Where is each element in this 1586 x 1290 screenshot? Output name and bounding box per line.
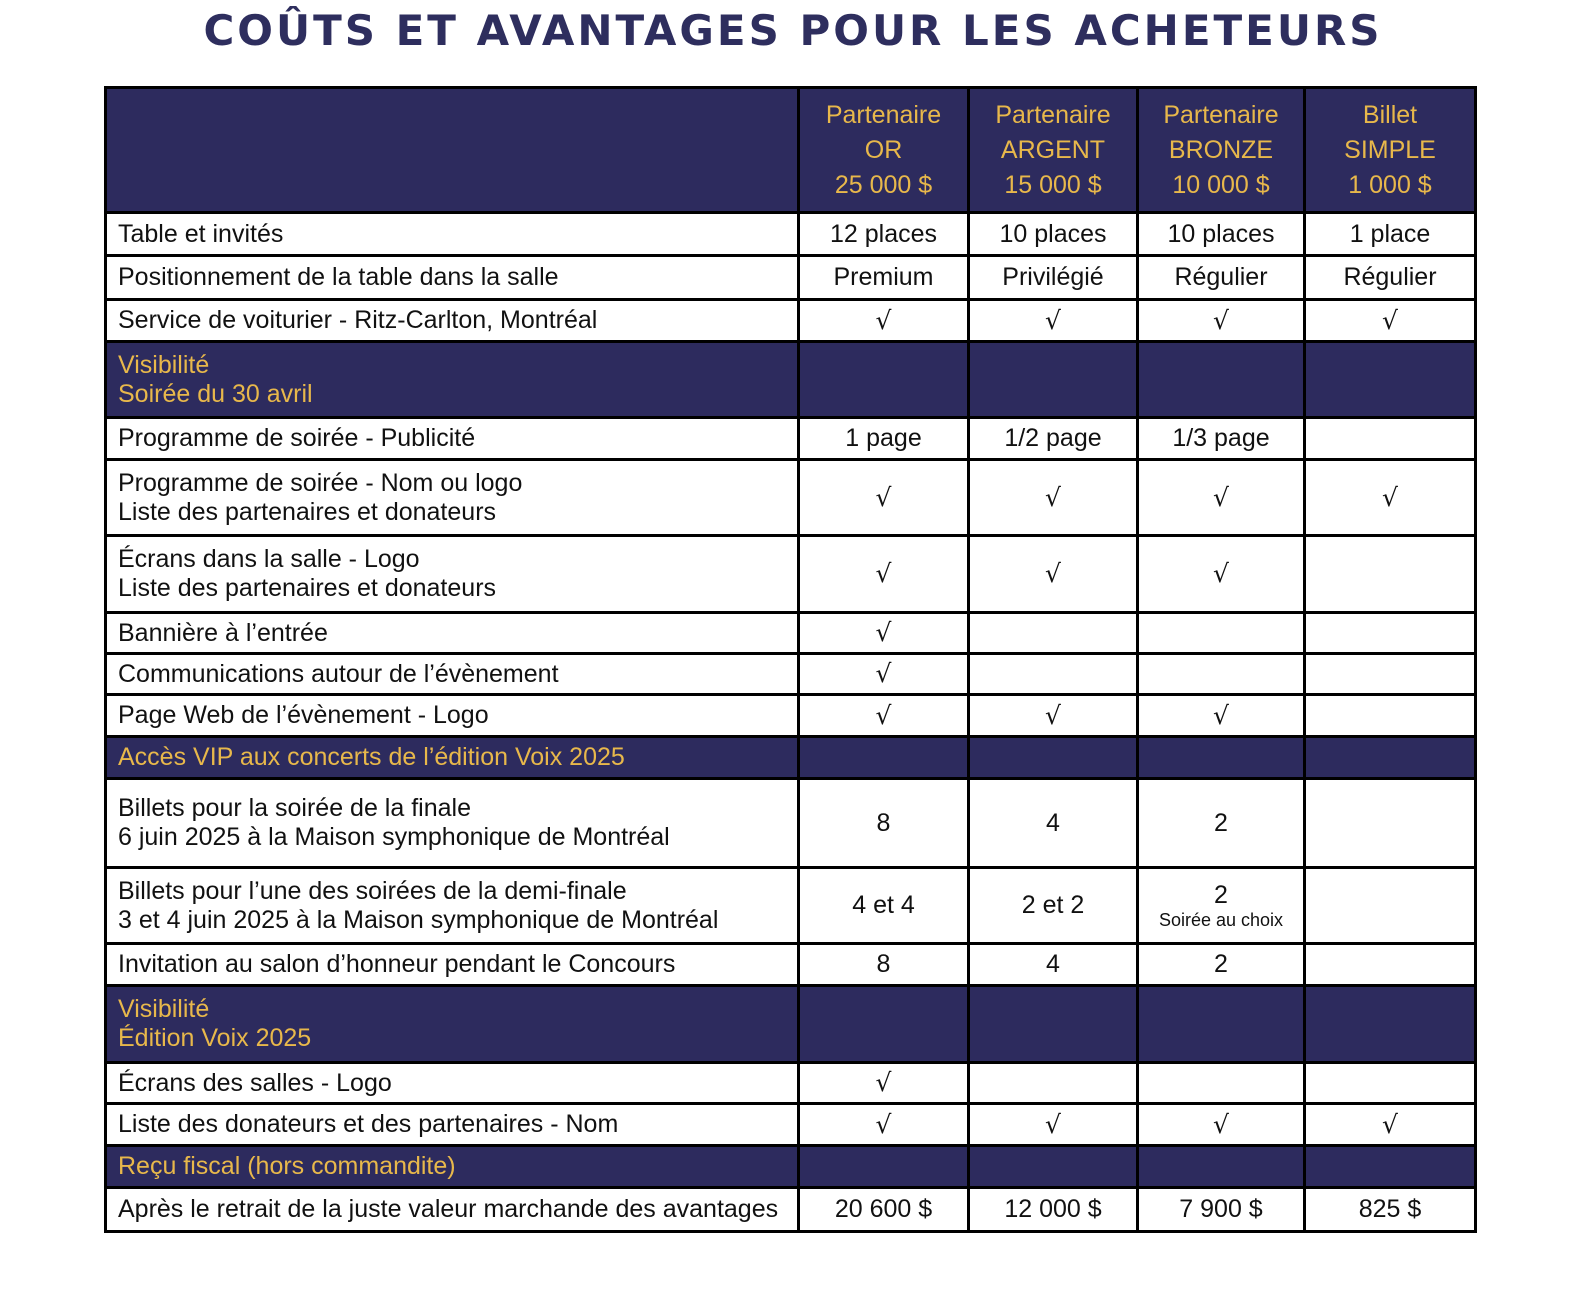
check-icon: √ [875,1068,892,1097]
check-icon: √ [1382,1109,1398,1139]
value-cell [799,868,969,944]
row-label [106,1188,799,1232]
page-title: COÛTS ET AVANTAGES POUR LES ACHETEURS [203,6,1383,55]
section-empty-cell [969,342,1138,418]
table-row [106,695,1476,737]
value-text: Régulier [1174,263,1268,291]
section-empty-cell [1305,986,1476,1063]
check-icon: √ [875,482,892,512]
header-price: 1 000 $ [1348,170,1432,199]
value-cell [1305,1063,1476,1104]
value-cell [1305,695,1476,737]
value-cell [799,613,969,654]
label-line: Positionnement de la table dans la salle [118,263,559,291]
value-cell [969,944,1138,986]
header-line: ARGENT [1000,135,1106,164]
header-line: Billet [1362,100,1418,129]
section-empty-cell [1305,342,1476,418]
header-line: Partenaire [1163,100,1279,129]
value-text: 7 900 $ [1179,1195,1263,1223]
value-text: 4 [1046,950,1060,978]
table-row [106,613,1476,654]
value-cell [799,779,969,868]
label-line: Liste des partenaires et donateurs [118,497,497,526]
value-text: 1 place [1349,219,1431,248]
header-line: BRONZE [1168,135,1274,164]
value-cell [1138,536,1305,613]
header-price: 25 000 $ [834,170,933,199]
value-text: 10 places [1167,219,1275,248]
check-icon: √ [1213,1109,1229,1139]
value-cell [1138,418,1305,460]
label-line: Billets pour la soirée de la finale [118,794,471,822]
header-price: 15 000 $ [1004,170,1102,199]
row-label [106,944,799,986]
label-line: 6 juin 2025 à la Maison symphonique de Montréal [118,823,670,851]
check-icon: √ [1213,305,1229,335]
label-line: Liste des donateurs et des partenaires - Nom [118,1110,619,1138]
row-label [106,300,799,342]
value-text: 4 et 4 [852,891,915,919]
value-text: 8 [876,808,891,837]
check-icon: √ [1382,305,1398,335]
check-icon: √ [875,559,892,588]
value-cell [799,1104,969,1146]
label-line: Édition Voix 2025 [118,1024,312,1052]
value-text: Régulier [1343,263,1437,291]
check-icon: √ [1213,700,1229,730]
value-cell [969,460,1138,536]
value-cell [1138,779,1305,868]
section-empty-cell [799,986,969,1063]
section-empty-cell [1138,1146,1305,1188]
check-icon: √ [1213,482,1229,512]
section-empty-cell [799,342,969,418]
value-cell [1138,1104,1305,1146]
value-cell [1138,300,1305,342]
check-icon: √ [1045,700,1061,730]
table-row [106,1063,1476,1104]
value-cell [1138,1188,1305,1232]
value-cell [969,779,1138,868]
label-line: Communications autour de l’évènement [118,659,559,688]
header-line: Partenaire [825,100,942,129]
value-cell [969,654,1138,695]
header-line: Partenaire [995,100,1111,129]
value-cell [969,300,1138,342]
section-empty-cell [969,1146,1138,1188]
value-text: 1/2 page [1004,424,1102,452]
label-line: Service de voiturier - Ritz-Carlton, Montréal [118,306,598,334]
header-cell-bronze [1138,88,1305,213]
section-empty-cell [969,737,1138,779]
value-cell [799,1188,969,1232]
header-line: OR [864,135,903,164]
header-price: 10 000 $ [1172,170,1270,199]
value-cell [799,418,969,460]
value-cell [1138,1063,1305,1104]
table-row [106,213,1476,256]
table-row [106,1188,1476,1232]
row-label [106,1104,799,1146]
check-icon: √ [875,618,892,647]
row-label [106,613,799,654]
label-line: Invitation au salon d’honneur pendant le Concours [118,950,676,978]
label-line: 3 et 4 juin 2025 à la Maison symphonique de Montréal [118,905,719,934]
row-label [106,1063,799,1104]
value-cell [969,536,1138,613]
check-icon: √ [1045,559,1061,588]
section-header-row [106,1146,1476,1188]
row-label [106,418,799,460]
row-label [106,695,799,737]
value-text: Privilégié [1002,263,1104,291]
value-cell [1138,613,1305,654]
label-line: Accès VIP aux concerts de l’édition Voix 2025 [118,743,625,771]
value-cell [1305,654,1476,695]
value-cell [799,256,969,300]
value-cell [1138,695,1305,737]
row-label [106,256,799,300]
label-line: Visibilité [118,350,210,379]
row-label [106,213,799,256]
value-text: 1/3 page [1172,424,1270,452]
value-cell [799,300,969,342]
value-text: 4 [1046,808,1060,837]
value-cell [969,1063,1138,1104]
value-text: 2 [1214,881,1228,909]
value-cell [969,418,1138,460]
table-row [106,536,1476,613]
check-icon: √ [1045,1109,1061,1139]
value-cell [969,213,1138,256]
section-header-row [106,737,1476,779]
value-cell [799,944,969,986]
value-cell [799,536,969,613]
value-cell [799,654,969,695]
table-row [106,944,1476,986]
label-line: Page Web de l’évènement - Logo [118,701,489,729]
value-cell [1305,944,1476,986]
section-empty-cell [1305,1146,1476,1188]
check-icon: √ [875,305,892,335]
header-empty-cell [106,88,799,213]
section-header-row [106,986,1476,1063]
value-text: 1 page [845,424,922,452]
check-icon: √ [875,1109,892,1139]
value-text: 20 600 $ [834,1195,933,1223]
row-label [106,868,799,944]
header-cell-simple [1305,88,1476,213]
value-cell [1138,654,1305,695]
section-empty-cell [799,1146,969,1188]
label-line: Soirée du 30 avril [118,379,313,408]
value-cell [1138,256,1305,300]
label-line: Programme de soirée - Nom ou logo [118,468,523,497]
label-line: Table et invités [118,219,284,248]
value-cell [969,1188,1138,1232]
value-cell [1138,944,1305,986]
row-label [106,779,799,868]
check-icon: √ [1045,305,1061,335]
section-empty-cell [1138,342,1305,418]
value-cell [1305,213,1476,256]
value-cell [1305,1104,1476,1146]
row-label [106,654,799,695]
check-icon: √ [875,700,892,730]
section-header-row [106,342,1476,418]
section-title [106,342,799,418]
value-cell [969,256,1138,300]
value-cell [1138,213,1305,256]
value-text: 12 places [829,219,938,248]
value-text: Premium [833,263,934,291]
value-cell [1305,418,1476,460]
label-line: Programme de soirée - Publicité [118,424,476,452]
table-row [106,460,1476,536]
label-line: Liste des partenaires et donateurs [118,574,497,602]
value-text: 2 [1214,808,1228,837]
table-row [106,300,1476,342]
value-cell [1305,1188,1476,1232]
label-line: Bannière à l’entrée [118,618,328,647]
check-icon: √ [875,659,892,688]
section-empty-cell [1138,986,1305,1063]
header-cell-or [799,88,969,213]
section-empty-cell [1138,737,1305,779]
value-cell [799,695,969,737]
value-cell [969,695,1138,737]
value-cell [969,613,1138,654]
header-cell-argent [969,88,1138,213]
value-text: 8 [876,950,891,978]
value-text: 2 et 2 [1021,891,1085,919]
table-row [106,779,1476,868]
value-cell [799,460,969,536]
value-text: 825 $ [1358,1195,1422,1223]
section-title [106,986,799,1063]
value-cell [799,213,969,256]
value-cell [1305,613,1476,654]
header-line: SIMPLE [1344,135,1436,164]
label-line: Visibilité [118,995,210,1023]
label-line: Écrans dans la salle - Logo [118,545,420,573]
value-cell [1305,300,1476,342]
label-line: Après le retrait de la juste valeur marchande des avantages [118,1195,779,1223]
value-cell [1305,256,1476,300]
label-line: Billets pour l’une des soirées de la demi-finale [118,876,627,905]
table-row [106,418,1476,460]
section-empty-cell [1305,737,1476,779]
value-cell [1138,868,1305,944]
table-row [106,256,1476,300]
table-row [106,1104,1476,1146]
value-cell [1138,460,1305,536]
value-cell [969,1104,1138,1146]
section-title [106,1146,799,1188]
value-cell [1305,536,1476,613]
table-row [106,654,1476,695]
value-text: 2 [1214,950,1228,978]
table-row [106,868,1476,944]
section-title [106,737,799,779]
label-line: Reçu fiscal (hors commandite) [118,1152,456,1180]
value-note: Soirée au choix [1158,910,1284,930]
table-body [106,213,1476,1232]
value-cell [969,868,1138,944]
value-cell [1305,460,1476,536]
section-empty-cell [799,737,969,779]
value-cell [1305,868,1476,944]
check-icon: √ [1213,559,1229,588]
benefits-table [104,86,1477,1233]
check-icon: √ [1382,482,1398,512]
label-line: Écrans des salles - Logo [118,1068,392,1097]
header-row [106,88,1476,213]
row-label [106,460,799,536]
section-empty-cell [969,986,1138,1063]
value-text: 12 000 $ [1004,1195,1102,1223]
row-label [106,536,799,613]
value-cell [1305,779,1476,868]
check-icon: √ [1045,482,1061,512]
value-text: 10 places [999,219,1107,248]
value-cell [799,1063,969,1104]
